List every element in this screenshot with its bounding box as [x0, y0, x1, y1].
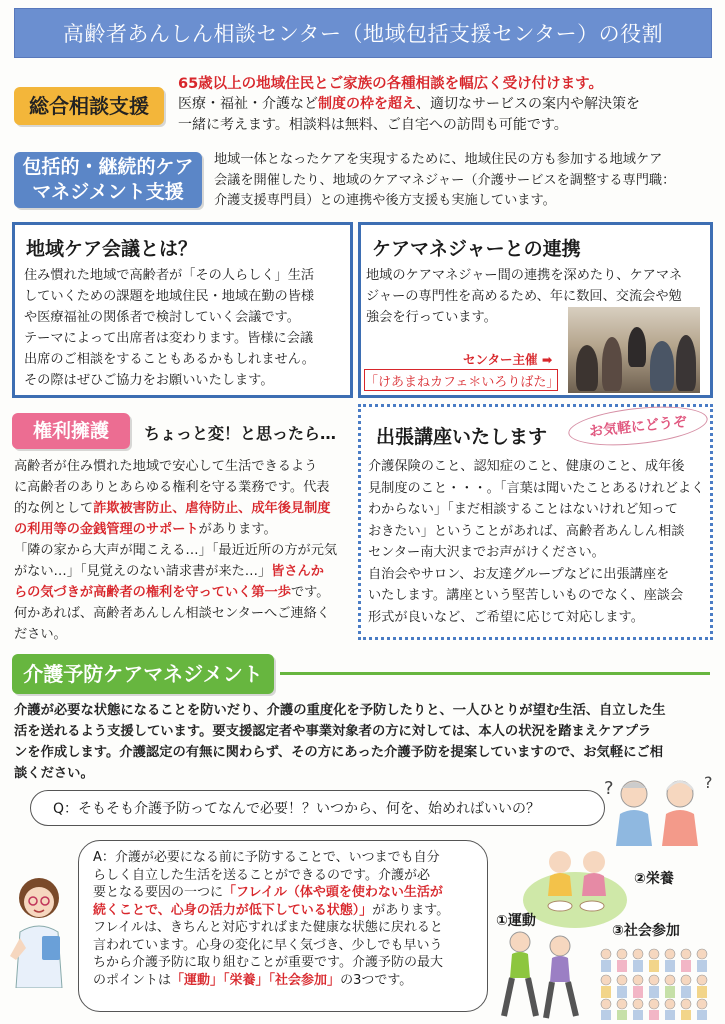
social-participation-illustration-icon — [596, 944, 714, 1020]
exercise-illustration-icon — [490, 928, 590, 1020]
sogo-lead: 65歳以上の地域住民とご家族の各種相談を幅広く受け付けます。 — [178, 76, 604, 92]
sogo-text: 医療・福祉・介護など制度の枠を超え、適切なサービスの案内や解決策を 一緒に考えます。相談料は無料、ご自宅への訪問も可能です。 — [178, 96, 640, 133]
svg-text:?: ? — [704, 773, 713, 792]
yobo-text: 介護が必要な状態になることを防いだり、介護の重度化を予防したりと、一人ひとりが望む生活、自立した生 活を送れるよう支援しています。要支援認定者や事業対象者の方に対しては、本人の状況を踏まえケアプラ ンを作成します。介護認定の有無に関わらず、その方にあった介護予防を提案していますので、お気軽にご相 談ください。 — [14, 703, 666, 781]
care-manager-text: 地域のケアマネジャー間の連携を深めたり、ケアマネ ジャーの専門性を高めるため、年に数回、交流会や勉 強会を行っています。 — [366, 268, 683, 325]
kenri-text: 高齢者が住み慣れた地域で安心して生活できるよう に高齢者のありとあらゆる権利を守る業務です。代表 的な例として詐欺被害防止、虐待防止、成年後見制度 の利用等の金銭管理のサポートがあります。 「隣の家から大声が聞こえる…」「最近近所の方が元気 がない…」「見覚えのない請求書が来た…」皆さんか らの気づきが高齢者の権利を守っていく第一歩です。 何かあれば、高齢者あんしん相談センターへご連絡く ださい。 — [14, 459, 338, 642]
care-meeting-title: 地域ケア会議とは？ — [26, 238, 198, 260]
question-bubble: Q：そもそも介護予防ってなんで必要！？いつから、何を、始めればいいの？ — [30, 790, 605, 826]
nurse-illustration-icon — [6, 868, 72, 988]
okigaru-badge: お気軽にどうぞ — [567, 401, 710, 451]
nutrition-illustration-icon — [520, 840, 630, 930]
sogo-tag: 総合相談支援 — [14, 87, 164, 125]
hokatsu-text: 地域一体となったケアを実現するために、地域住民の方も参加する地域ケア 会議を開催したり、地域のケアマネジャー（介護サービスを調整する専門職： 介護支援専門員）との連携や後方支援も実施しています。 — [214, 152, 676, 208]
label-eiyo: ②栄養 — [634, 871, 674, 887]
page-title: 高齢者あんしん相談センター（地域包括支援センター）の役割 — [14, 8, 712, 58]
care-manager-title: ケアマネジャーとの連携 — [372, 238, 581, 260]
label-undo: ①運動 — [496, 913, 536, 929]
elderly-couple-icon — [600, 770, 718, 846]
center-lead: センター主催 ➡ — [463, 352, 553, 367]
label-shakai: ③社会参加 — [612, 923, 680, 939]
cafe-label: 「けあまねカフェ＊いろりばた」 — [364, 369, 558, 391]
yobo-tag: 介護予防ケアマネジメント — [12, 654, 274, 694]
care-meeting-text: 住み慣れた地域で高齢者が「その人らしく」生活 していくための課題を地域住民・地域在勤の皆様 や医療福祉の関係者で検討していく会議です。 テーマによって出席者は変わります。皆様に会議 出席のご相談をすることもあるかもしれません。 その際はぜひご協力をお願いいたします。 — [24, 268, 315, 388]
yobo-divider — [280, 672, 710, 675]
kenri-subtitle: ちょっと変！と思ったら… — [144, 424, 337, 443]
koza-text: 介護保険のこと、認知症のこと、健康のこと、成年後 見制度のこと・・・。「言葉は聞いたことあるけれどよく わからない」「まだ相談することはないけれど知って おきたい」ということがあれば、高齢者あんしん相談 センター南大沢までお声がけください。 自治会やサロン、お友達グループなどに出張講座を いたします。講座という堅苦しいものでなく、座談会 形式が良いなど、ご希望に応じて対応します。 — [368, 459, 705, 625]
koza-title: 出張講座いたします — [376, 426, 548, 448]
hokatsu-tag: 包括的・継続的ケア マネジメント支援 — [14, 152, 202, 208]
svg-text:?: ? — [604, 778, 614, 799]
answer-bubble: A：介護が必要になる前に予防することで、いつまでも自分 らしく自立した生活を送ることができるのです。介護が必 要となる要因の一つに「フレイル（体や頭を使わない生活が 続くことで、心身の活力が低下している状態）」があります。 フレイルは、きちんと対応すればまた健康な状態に戻れると 言われています。心身の変化に早く気づき、少しでも早いう ちから介護予防に取り組むことが重要です。介護予防の最大 のポイントは「運動」「栄養」「社会参加」の3つです。 — [78, 840, 488, 1012]
kenri-tag: 権利擁護 — [12, 413, 130, 449]
cafe-photo — [568, 307, 700, 393]
